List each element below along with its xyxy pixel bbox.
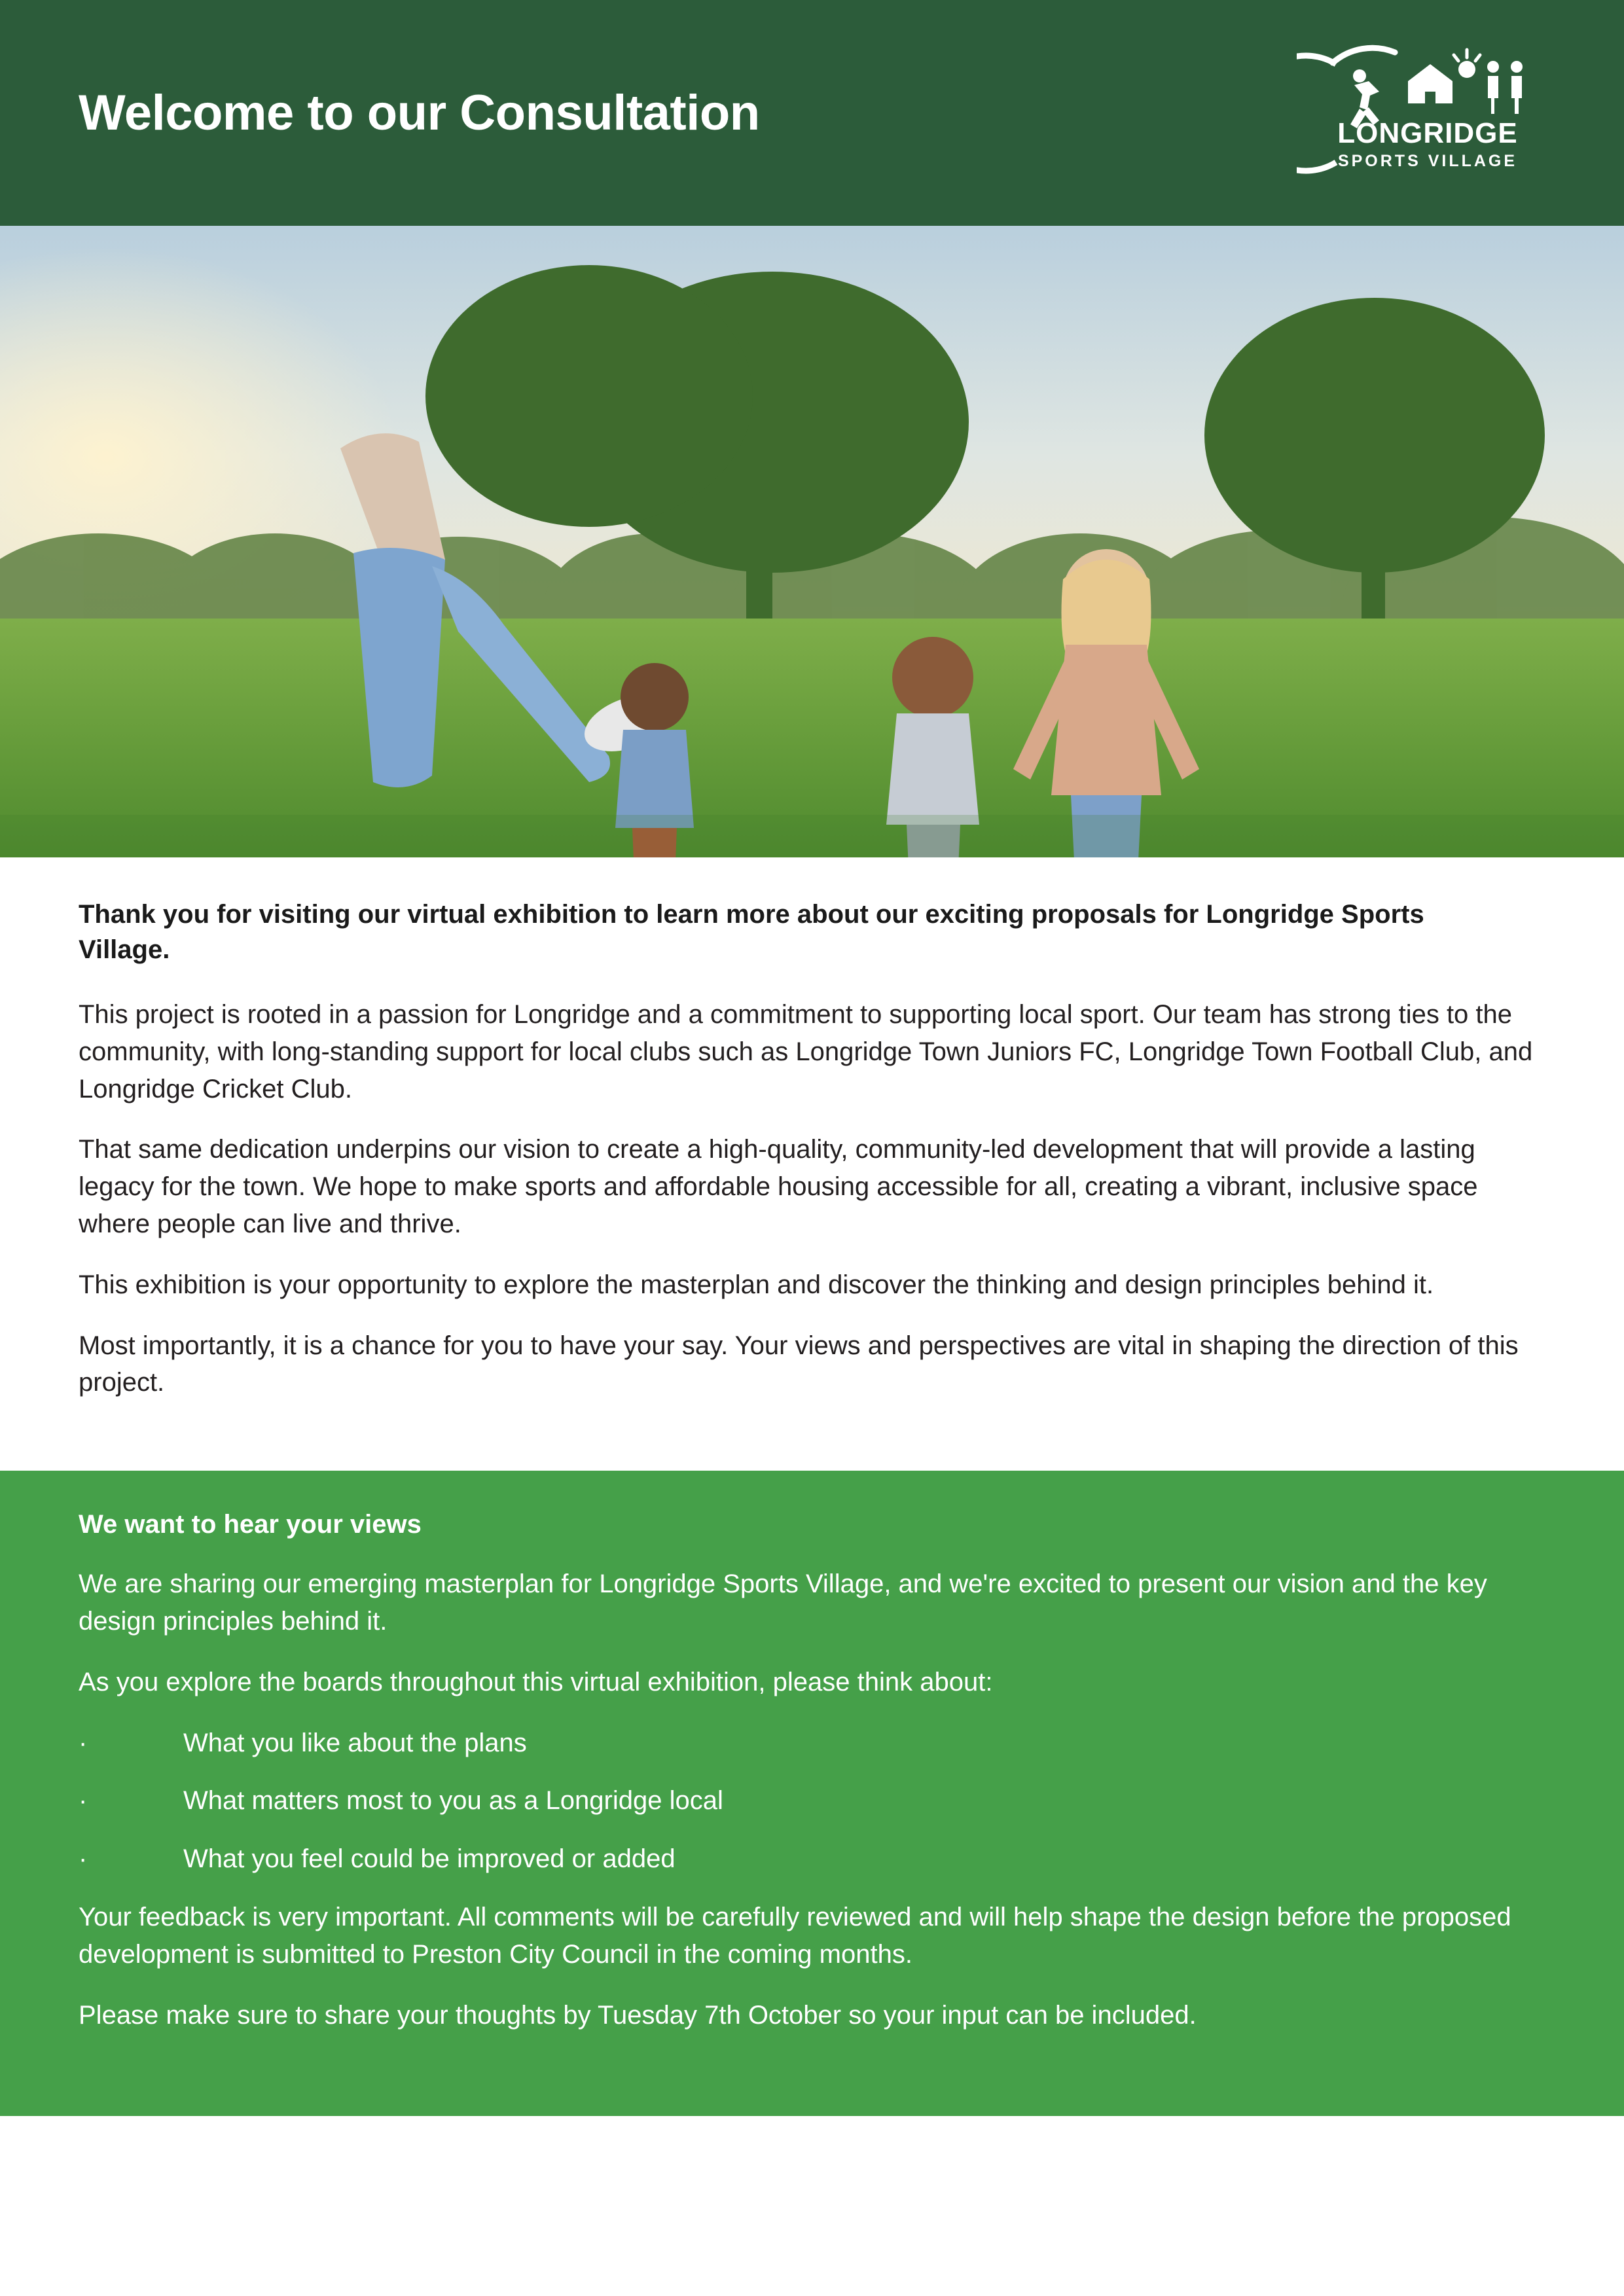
page-title: Welcome to our Consultation (79, 84, 760, 141)
logo (1284, 38, 1559, 188)
list-item (79, 1840, 1545, 1878)
list-item (79, 1725, 1545, 1762)
views-prompt: As you explore the boards throughout this virtual exhibition, please think about: (79, 1667, 993, 1696)
views-feedback: Your feedback is very important. All comments will be carefully reviewed and will help shape the design before the proposed development is submitted to Preston City Council in the coming months. (79, 1902, 1511, 1969)
bullet-marker: · (79, 1786, 88, 1816)
views-heading: We want to hear your views (79, 1510, 422, 1539)
bullet-marker: · (79, 1844, 88, 1874)
views-section (0, 1471, 1624, 2116)
logo-secondary-text: SPORTS VILLAGE (1337, 151, 1518, 170)
page-header (0, 0, 1624, 226)
intro-paragraph-4: Most importantly, it is a chance for you to have your say. Your views and perspectives are vital in shaping the direction of this project. (79, 1331, 1519, 1397)
intro-paragraph-2: That same dedication underpins our vision to create a high-quality, community-led development that will provide a lasting legacy for the town. We hope to make sports and affordable housing accessible for all, creating a vibrant, inclusive space where people can live and thrive. (79, 1135, 1478, 1238)
list-item-label: What matters most to you as a Longridge local (183, 1786, 723, 1816)
hero-photo (0, 226, 1624, 857)
list-item-label: What you feel could be improved or added (183, 1844, 676, 1874)
logo-primary-text: LONGRIDGE (1337, 117, 1518, 149)
hero-illustration (0, 226, 1624, 857)
list-item-label: What you like about the plans (183, 1728, 527, 1757)
intro-section (0, 857, 1624, 1471)
intro-paragraph-1: This project is rooted in a passion for Longridge and a commitment to supporting local sport. Our team has strong ties to the community, with long-standing support for local clubs such as Longridge Town Juniors FC, Longridge Town Football Club, and Longridge Cricket Club. (79, 1000, 1533, 1103)
intro-lead: Thank you for visiting our virtual exhibition to learn more about our exciting proposals for Longridge Sports Village. (79, 900, 1424, 964)
views-bullet-list (79, 1725, 1545, 1878)
views-deadline: Please make sure to share your thoughts by Tuesday 7th October so your input can be included. (79, 2000, 1197, 2030)
longridge-sports-village-logo-icon (1297, 38, 1559, 188)
views-intro: We are sharing our emerging masterplan for Longridge Sports Village, and we're excited to present our vision and the key design principles behind it. (79, 1570, 1487, 1636)
intro-paragraph-3: This exhibition is your opportunity to explore the masterplan and discover the thinking and design principles behind it. (79, 1270, 1434, 1299)
bullet-marker: · (79, 1728, 88, 1757)
list-item (79, 1782, 1545, 1820)
